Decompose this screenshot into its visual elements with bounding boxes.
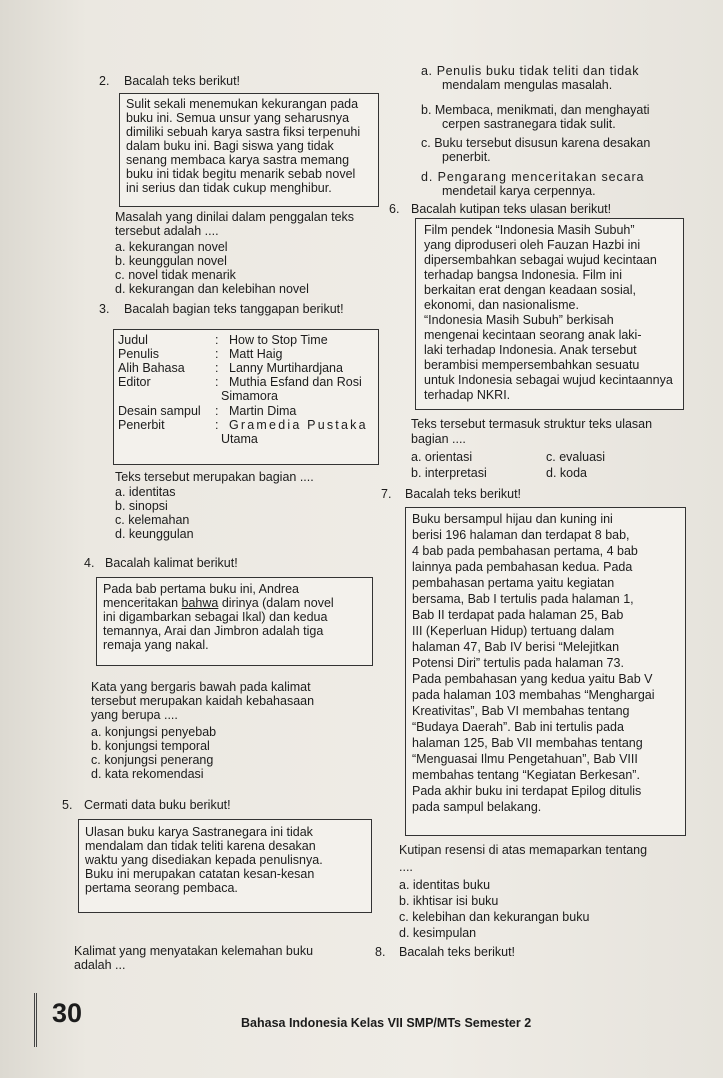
q5-option-a[interactable]: a. Penulis buku tidak teliti dan tidak	[421, 64, 640, 78]
q3-number: 3.	[99, 302, 110, 316]
q3-option-d[interactable]: d. keunggulan	[115, 527, 194, 541]
q7-number: 7.	[381, 487, 392, 501]
q7-option-c[interactable]: c. kelebihan dan kekurangan buku	[399, 910, 590, 924]
meta-row-desain: Desain sampul : Martin Dima	[118, 404, 297, 418]
q4-option-c[interactable]: c. konjungsi penerang	[91, 753, 214, 767]
q5-question: Kalimat yang menyatakan kelemahan buku adalah ...	[74, 944, 314, 972]
q7-passage: Buku bersampul hijau dan kuning ini berisi 196 halaman dan terdapat 8 bab, 4 bab pada pembahasan pertama, 4 bab lainnya pada pembahasan kedua. Pada pembahasan pertama yaitu kegiatan bersama, Bab I tertulis pada halaman 1, Bab II terdapat pada halaman 25, Bab III (Keperluan Hidup) tertuang dalam halaman 47, Bab IV berisi “Melejitkan Potensi Diri” tertulis pada halaman 73. Pada pembahasan yang kedua yaitu Bab V pada halaman 103 membahas “Menghargai Kreativitas”, Bab VI membahas tentang “Budaya Daerah”. Bab ini tertulis pada halaman 125, Bab VII membahas tentang “Menguasai Ilmu Pengetahuan”, Bab VIII membahas tentang “Kegiatan Berkesan”. Pada akhir buku ini terdapat Epilog ditulis pada sampul belakang.	[412, 512, 655, 814]
q5-option-b[interactable]: b. Membaca, menikmati, dan menghayati	[421, 103, 650, 117]
q6-option-d[interactable]: d. koda	[546, 466, 588, 480]
meta-editor-cont: Simamora	[221, 389, 278, 403]
q7-prompt: Bacalah teks berikut!	[405, 487, 522, 501]
q6-passage: Film pendek “Indonesia Masih Subuh” yang diproduseri oleh Fauzan Hazbi ini dipersembahkan sebagai wujud kecintaan terhadap bangsa Indonesia. Film ini berkaitan erat dengan keadaan sosial, ekonomi, dan nasionalisme. “Indonesia Masih Subuh” berkisah mengenai kecintaan seorang anak laki- laki terhadap Indonesia. Anak tersebut berambisi mempersembahkan sesuatu untuk Indonesia sebagai wujud kecintaannya terhadap NKRI.	[424, 223, 673, 402]
meta-row-judul: Judul : How to Stop Time	[118, 333, 328, 347]
underlined-word: bahwa	[181, 596, 219, 610]
q3-meta	[118, 333, 368, 446]
meta-row-penulis: Penulis : Matt Haig	[118, 347, 283, 361]
q3-option-b[interactable]: b. sinopsi	[115, 499, 168, 513]
q4-option-b[interactable]: b. konjungsi temporal	[91, 739, 210, 753]
q5-option-d[interactable]: d. Pengarang menceritakan secara	[421, 170, 645, 184]
meta-row-alih-bahasa: Alih Bahasa : Lanny Murtihardjana	[118, 361, 343, 375]
q6-option-a[interactable]: a. orientasi	[411, 450, 473, 464]
q4-passage-box	[96, 577, 373, 666]
q3-identity-box	[113, 329, 379, 465]
q8-prompt: Bacalah teks berikut!	[399, 945, 516, 959]
q2-option-a[interactable]: a. kekurangan novel	[115, 240, 228, 254]
q7-option-a[interactable]: a. identitas buku	[399, 878, 491, 892]
q4-passage: Pada bab pertama buku ini, Andrea menceritakan bahwa dirinya (dalam novel ini digambarkan sebagai Ikal) dan kedua temannya, Arai dan Jimbron adalah tiga remaja yang nakal.	[103, 582, 334, 652]
q4-prompt: Bacalah kalimat berikut!	[105, 556, 238, 570]
q2-passage: Sulit sekali menemukan kekurangan pada buku ini. Semua unsur yang seharusnya dimiliki sebuah karya sastra fiksi terpenuhi dalam buku ini. Bagi siswa yang tidak senang membaca karya sastra memang buku ini tidak begitu menarik sebab novel ini serius dan tidak cukup menghibur.	[126, 97, 361, 195]
q4-passage-line-underlined: menceritakan bahwa dirinya (dalam novel	[103, 596, 334, 610]
q6-passage-box	[415, 218, 684, 410]
q4-option-a[interactable]: a. konjungsi penyebab	[91, 725, 217, 739]
q2-question: Masalah yang dinilai dalam penggalan teks tersebut adalah ....	[115, 210, 355, 238]
q5-number: 5.	[62, 798, 73, 812]
q6-question: Teks tersebut termasuk struktur teks ulasan bagian ....	[411, 417, 653, 446]
q2-option-c[interactable]: c. novel tidak menarik	[115, 268, 236, 282]
q6-number: 6.	[389, 202, 400, 216]
q3-prompt: Bacalah bagian teks tanggapan berikut!	[124, 302, 344, 316]
q4-number: 4.	[84, 556, 95, 570]
q5-option-c[interactable]: c. Buku tersebut disusun karena desakan	[421, 136, 651, 150]
meta-row-editor: Editor : Muthia Esfand dan Rosi	[118, 375, 362, 389]
q7-option-b[interactable]: b. ikhtisar isi buku	[399, 894, 499, 908]
q4-option-d[interactable]: d. kata rekomendasi	[91, 767, 204, 781]
book-title-footer: Bahasa Indonesia Kelas VII SMP/MTs Semester 2	[241, 1016, 532, 1030]
q5-prompt: Cermati data buku berikut!	[84, 798, 231, 812]
q6-prompt: Bacalah kutipan teks ulasan berikut!	[411, 202, 612, 216]
q7-question: Kutipan resensi di atas memaparkan tentang ....	[399, 843, 648, 874]
q5-options-right: a. Penulis buku tidak teliti dan tidak mendalam mengulas masalah. b. Membaca, menikmati, dan menghayati cerpen sastranegara tidak sulit. c. Buku tersebut disusun karena desakan penerbit. d. Pengarang menceritakan secara mendetail karya cerpennya.	[421, 64, 651, 198]
meta-row-penerbit: Penerbit : Gramedia Pustaka	[118, 418, 368, 432]
q2-options	[115, 240, 309, 296]
q5-passage-box	[78, 819, 372, 913]
q6-option-c[interactable]: c. evaluasi	[546, 450, 606, 464]
q3-option-c[interactable]: c. kelemahan	[115, 513, 190, 527]
q3-options	[115, 485, 194, 541]
meta-penerbit-cont: Utama	[221, 432, 258, 446]
q3-question: Teks tersebut merupakan bagian ....	[115, 470, 314, 484]
q7-option-d[interactable]: d. kesimpulan	[399, 926, 477, 940]
q2-prompt: Bacalah teks berikut!	[124, 74, 241, 88]
q2-number: 2.	[99, 74, 110, 88]
q5-passage: Ulasan buku karya Sastranegara ini tidak mendalam dan tidak teliti karena desakan waktu yang disediakan kepada penulisnya. Buku ini merupakan catatan kesan-kesan pertama seorang pembaca.	[85, 825, 323, 895]
q7-passage-box	[405, 507, 686, 836]
q2-option-d[interactable]: d. kekurangan dan kelebihan novel	[115, 282, 309, 296]
q7-options	[399, 878, 589, 940]
page-number: 30	[52, 998, 83, 1028]
q4-question: Kata yang bergaris bawah pada kalimat tersebut merupakan kaidah kebahasaan yang berupa ....	[91, 680, 315, 722]
q4-options	[91, 725, 216, 781]
q2-passage-box	[119, 93, 379, 207]
q8-number: 8.	[375, 945, 386, 959]
q3-option-a[interactable]: a. identitas	[115, 485, 176, 499]
q6-option-b[interactable]: b. interpretasi	[411, 466, 487, 480]
q2-option-b[interactable]: b. keunggulan novel	[115, 254, 227, 268]
